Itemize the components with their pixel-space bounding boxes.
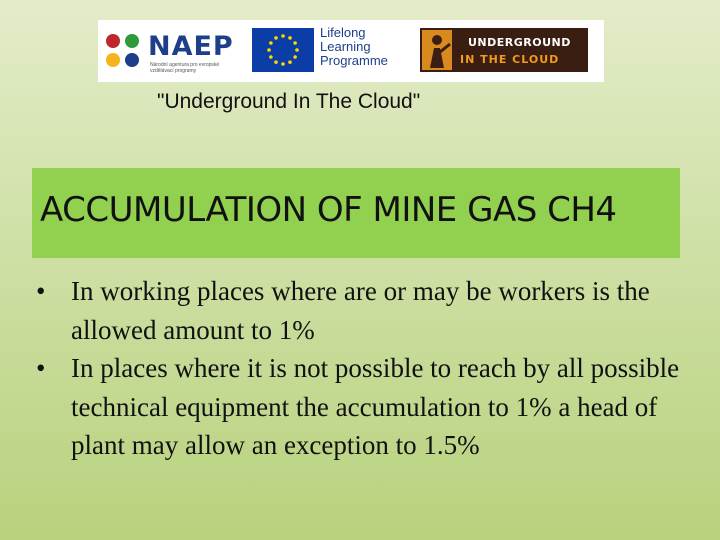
eu-star-icon xyxy=(295,48,299,52)
eu-star-icon xyxy=(281,34,285,38)
title-bar xyxy=(32,168,680,258)
llp-line-3: Programme xyxy=(320,53,388,68)
eu-star-icon xyxy=(281,62,285,66)
naep-logo xyxy=(102,30,242,74)
eu-star-icon xyxy=(288,36,292,40)
miner-icon xyxy=(422,30,452,70)
naep-emblem-icon xyxy=(102,30,146,74)
eu-star-icon xyxy=(267,48,271,52)
eu-flag-icon xyxy=(252,28,314,72)
bullet-item xyxy=(36,349,696,465)
eu-star-icon xyxy=(269,55,273,59)
project-logo-line-2: IN THE CLOUD xyxy=(460,53,560,66)
eu-star-icon xyxy=(293,41,297,45)
eu-star-icon xyxy=(274,36,278,40)
bullet-text: In places where it is not possible to reach by all possible technical equipment the accumulation to 1% a head of plant may allow an exception to 1.5% xyxy=(71,353,680,460)
bullet-list xyxy=(36,272,696,465)
bullet-dot: • xyxy=(36,353,46,383)
naep-logo-subtitle: Národní agentura pro evropské vzdělávací programy xyxy=(150,62,220,74)
slide-title: ACCUMULATION OF MINE GAS CH4 xyxy=(40,190,617,230)
llp-logo-text xyxy=(320,26,388,68)
llp-line-2: Learning xyxy=(320,39,371,54)
eu-star-icon xyxy=(269,41,273,45)
project-subtitle: "Underground In The Cloud" xyxy=(157,90,421,113)
eu-star-icon xyxy=(288,60,292,64)
bullet-text: In working places where are or may be workers is the allowed amount to 1% xyxy=(71,276,650,345)
llp-line-1: Lifelong xyxy=(320,25,366,40)
logo-strip xyxy=(98,20,604,82)
eu-star-icon xyxy=(293,55,297,59)
underground-in-the-cloud-logo xyxy=(420,28,588,72)
bullet-dot: • xyxy=(36,276,46,306)
bullet-item xyxy=(36,272,696,349)
naep-logo-text: NAEP xyxy=(148,31,234,62)
eu-star-icon xyxy=(274,60,278,64)
project-logo-line-1: UNDERGROUND xyxy=(468,36,571,49)
